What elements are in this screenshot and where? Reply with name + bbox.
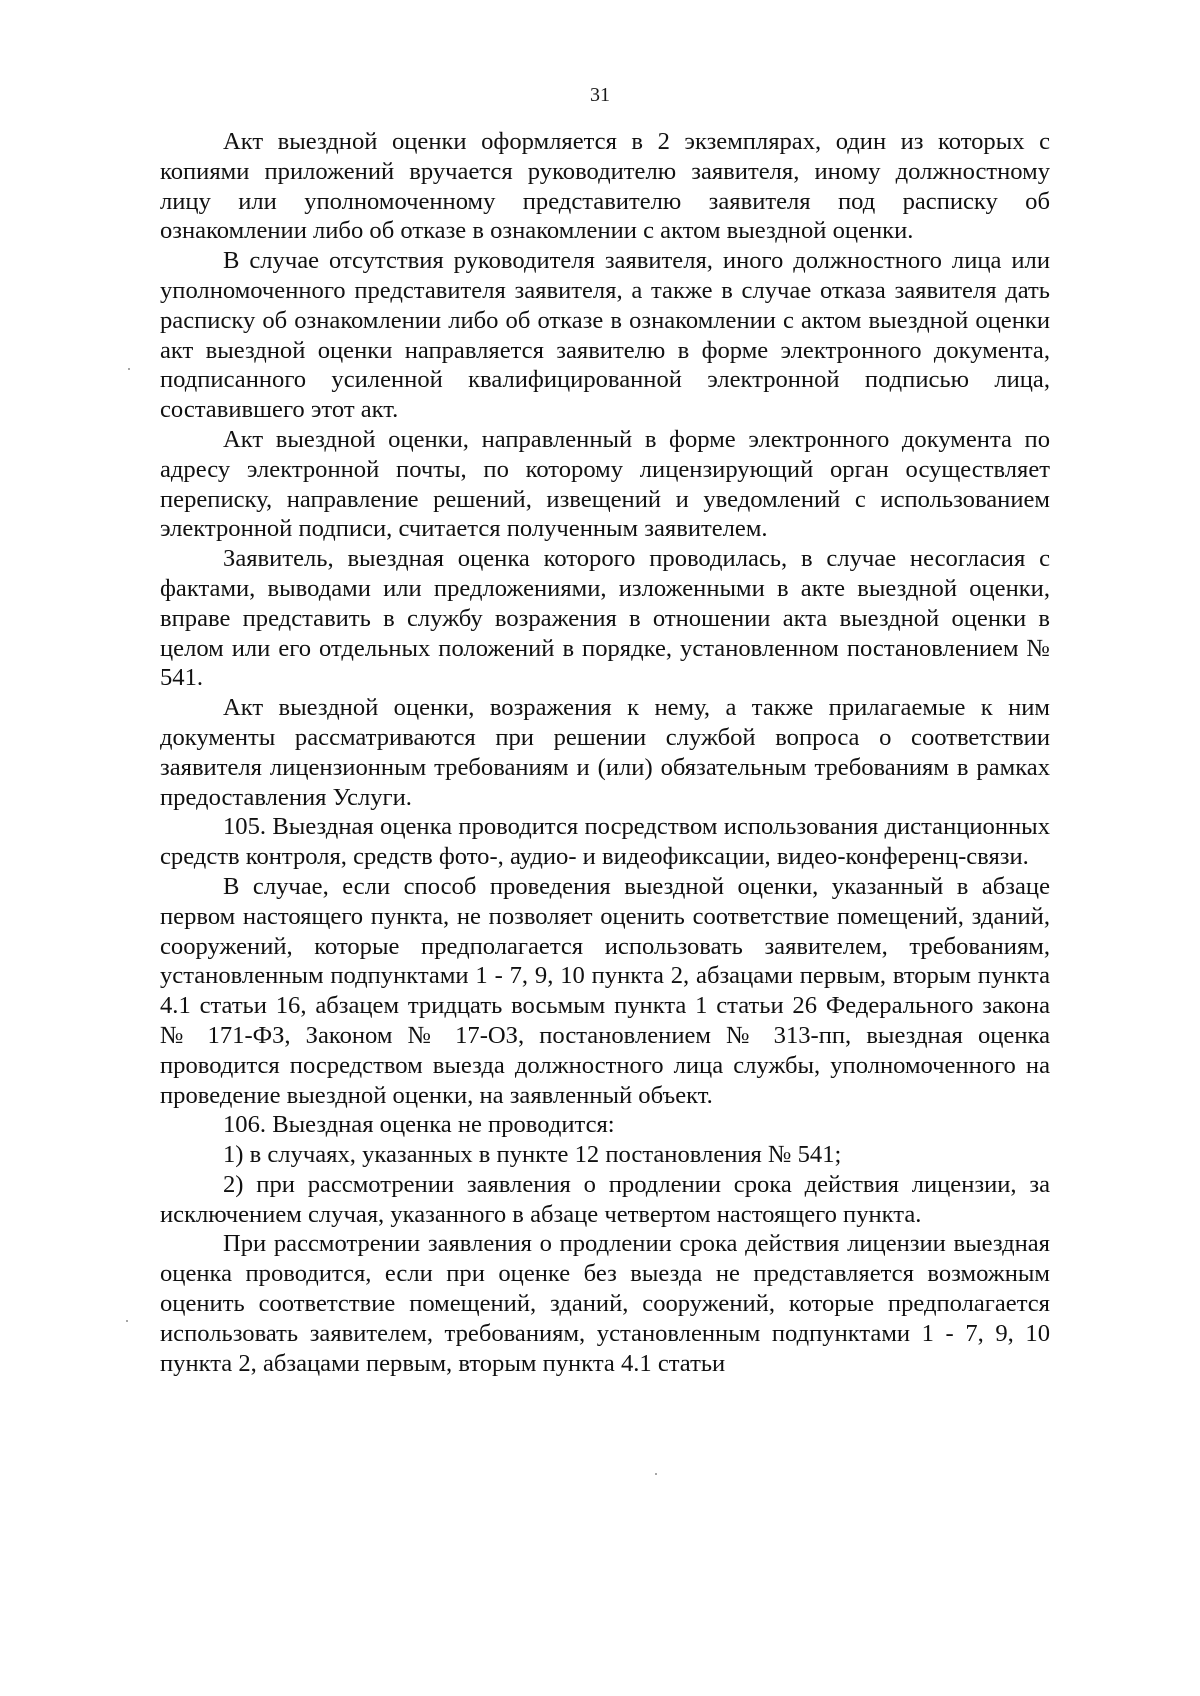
paragraph-objections: Заявитель, выездная оценка которого проводилась, в случае несогласия с фактами, выводами или предложениями, изложенными в акте выездной оценки, вправе представить в службу возражения в отношении акта выездной оценки в целом или его отдельных положений в порядке, установленном постановлением № 541. xyxy=(160,545,1050,692)
paragraph-clause-105: 105. Выездная оценка проводится посредством использования дистанционных средств контроля, средств фото-, аудио- и видеофиксации, видео-конференц-связи. xyxy=(160,813,1050,871)
scan-speck xyxy=(128,368,130,370)
page-number: 31 xyxy=(590,84,610,106)
document-body xyxy=(160,127,1050,1378)
scan-speck xyxy=(126,1320,128,1322)
scan-speck xyxy=(655,1473,657,1475)
paragraph-clause-106: 106. Выездная оценка не проводится: xyxy=(223,1111,615,1139)
paragraph-act-copies: Акт выездной оценки оформляется в 2 экземплярах, один из которых с копиями приложений вручается руководителю заявителя, иному должностному лицу или уполномоченному представителю заявителя под расписку об ознакомлении либо об отказе в ознакомлении с актом выездной оценки. xyxy=(160,128,1050,245)
paragraph-license-extension: При рассмотрении заявления о продлении срока действия лицензии выездная оценка проводится, если при оценке без выезда не представляется возможным оценить соответствие помещений, зданий, сооружений, которые предполагается использовать заявителем, требованиям, установленным подпунктами 1 - 7, 9, 10 пункта 2, абзацами первым, вторым пункта 4.1 статьи xyxy=(160,1230,1050,1377)
paragraph-electronic-delivery: Акт выездной оценки, направленный в форме электронного документа по адресу электронной почты, по которому лицензирующий орган осуществляет переписку, направление решений, извещений и уведомлений с использованием электронной подписи, считается полученным заявителем. xyxy=(160,425,1050,543)
paragraph-absence-of-head: В случае отсутствия руководителя заявителя, иного должностного лица или уполномоченного представителя заявителя, а также в случае отказа заявителя дать расписку об ознакомлении либо об отказе в ознакомлении с актом выездной оценки акт выездной оценки направляется заявителю в форме электронного документа, подписанного усиленной квалифицированной электронной подписью лица, составившего этот акт. xyxy=(160,247,1050,424)
list-item-2: 2) при рассмотрении заявления о продлении срока действия лицензии, за исключением случая, указанного в абзаце четвертом настоящего пункта. xyxy=(160,1170,1050,1228)
list-item-1: 1) в случаях, указанных в пункте 12 постановления № 541; xyxy=(223,1141,842,1169)
paragraph-on-site-visit: В случае, если способ проведения выездной оценки, указанный в абзаце первом настоящего пункта, не позволяет оценить соответствие помещений, зданий, сооружений, которые предполагается использовать заявителем, требованиям, установленным подпунктами 1 - 7, 9, 10 пункта 2, абзацами первым, вторым пункта 4.1 статьи 16, абзацем тридцать восьмым пункта 1 статьи 26 Федерального закона № 171-ФЗ, Законом № 17-ОЗ, постановлением № 313-пп, выездная оценка проводится посредством выезда должностного лица службы, уполномоченного на проведение выездной оценки, на заявленный объект. xyxy=(160,872,1050,1109)
paragraph-consideration: Акт выездной оценки, возражения к нему, а также прилагаемые к ним документы рассматриваются при решении службой вопроса о соответствии заявителя лицензионным требованиям и (или) обязательным требованиям в рамках предоставления Услуги. xyxy=(160,694,1050,811)
